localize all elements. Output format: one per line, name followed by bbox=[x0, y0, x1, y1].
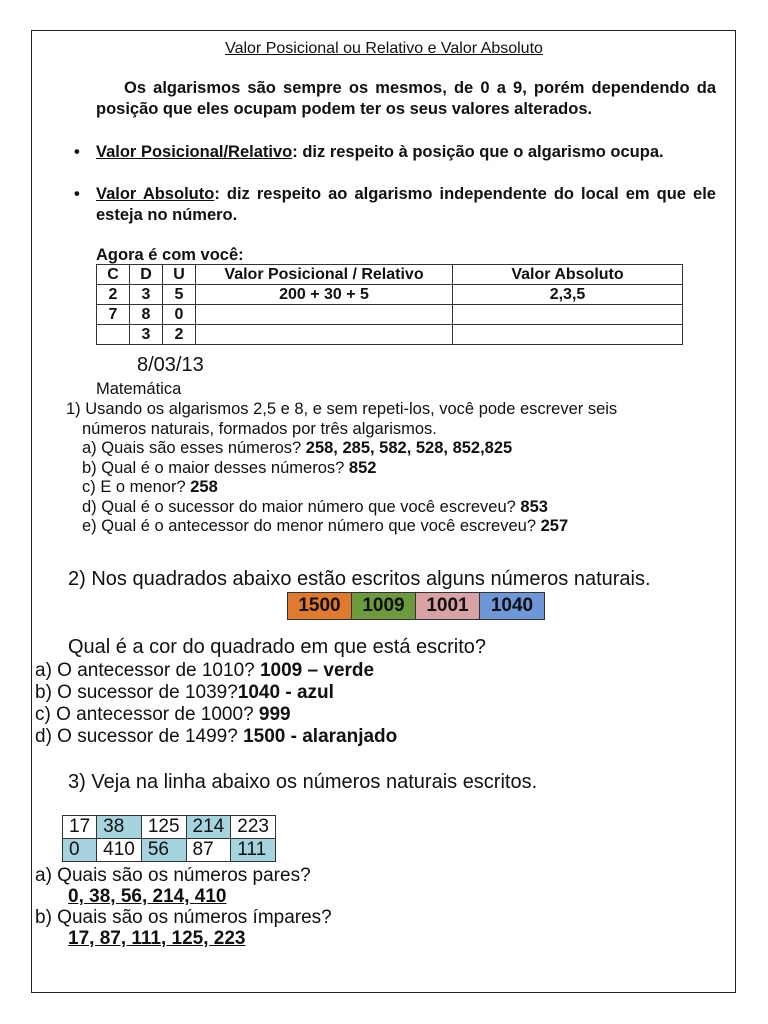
q1-item-d bbox=[66, 498, 617, 518]
bullet-positional bbox=[74, 142, 716, 163]
q1-prompt-line-2: números naturais, formados por três algarismos. bbox=[82, 419, 437, 438]
bullet-term: Valor Absoluto bbox=[96, 185, 215, 203]
q3-items bbox=[35, 865, 332, 949]
q2-items bbox=[35, 660, 397, 748]
grid-cell-highlighted: 0 bbox=[63, 839, 97, 862]
table-row bbox=[97, 325, 683, 345]
table-row bbox=[63, 816, 276, 839]
table-cell bbox=[97, 325, 130, 345]
header-c: C bbox=[97, 265, 130, 285]
grid-cell-highlighted: 38 bbox=[97, 816, 142, 839]
question-text: c) E o menor? bbox=[82, 478, 191, 496]
table-cell: 3 bbox=[130, 325, 163, 345]
date: 8/03/13 bbox=[137, 354, 204, 376]
grid-cell: 17 bbox=[63, 816, 97, 839]
q2-question: Qual é a cor do quadrado em que está escrito? bbox=[68, 636, 487, 658]
bullet-positional-text bbox=[96, 142, 716, 163]
page-title bbox=[0, 40, 768, 58]
title-text: Valor Posicional ou Relativo e Valor Absoluto bbox=[225, 40, 543, 57]
header-absolute: Valor Absoluto bbox=[453, 265, 683, 285]
answer-text: 852 bbox=[348, 458, 377, 477]
question-text: e) Qual é o antecessor do menor número que você escreveu? bbox=[82, 517, 541, 535]
q1-item-e bbox=[66, 517, 617, 537]
grid-cell: 410 bbox=[97, 839, 142, 862]
question-text: b) Qual é o maior desses números? bbox=[82, 458, 349, 477]
answer-text: 1500 - alaranjado bbox=[243, 726, 398, 747]
numbers-grid bbox=[62, 815, 276, 862]
bullet-description: : diz respeito à posição que o algarismo ocupa. bbox=[292, 143, 664, 161]
q3-answer-a: 0, 38, 56, 214, 410 bbox=[68, 886, 227, 907]
table-row bbox=[97, 285, 683, 305]
bullet-dot: • bbox=[74, 143, 80, 161]
grid-cell: 223 bbox=[231, 816, 276, 839]
grid-cell-highlighted: 214 bbox=[186, 816, 231, 839]
table-cell: 2 bbox=[163, 325, 196, 345]
box-blue: 1040 bbox=[480, 593, 544, 619]
table-row bbox=[63, 839, 276, 862]
answer-text: 999 bbox=[258, 704, 291, 725]
cdu-table bbox=[96, 264, 683, 345]
table-cell: 2 bbox=[97, 285, 130, 305]
exercise-heading: Agora é com você: bbox=[96, 246, 244, 264]
q1-item-a bbox=[66, 439, 617, 459]
header-u: U bbox=[163, 265, 196, 285]
table-row bbox=[97, 305, 683, 325]
q3-prompt: 3) Veja na linha abaixo os números naturais escritos. bbox=[68, 771, 538, 793]
q3-item-b: b) Quais são os números ímpares? bbox=[35, 907, 332, 928]
color-boxes bbox=[287, 592, 545, 620]
question-text: a) O antecessor de 1010? bbox=[35, 660, 260, 681]
q2-item-c bbox=[35, 704, 397, 726]
bullet-absolute bbox=[74, 184, 716, 226]
intro-paragraph bbox=[96, 78, 716, 120]
box-orange: 1500 bbox=[288, 593, 352, 619]
answer-text: 258 bbox=[190, 478, 218, 496]
intro-text: Os algarismos são sempre os mesmos, de 0 a 9, porém dependendo da posição que eles ocupam podem ter os seus valores alterados. bbox=[96, 79, 716, 118]
table-cell: 200 + 30 + 5 bbox=[196, 285, 453, 305]
q1-item-b bbox=[66, 459, 617, 479]
table-cell bbox=[196, 305, 453, 325]
box-pink: 1001 bbox=[416, 593, 480, 619]
question-text: b) O sucessor de 1039? bbox=[35, 682, 238, 703]
answer-text: 1009 – verde bbox=[259, 660, 375, 681]
header-positional: Valor Posicional / Relativo bbox=[196, 265, 453, 285]
question-1 bbox=[66, 400, 617, 537]
q3-item-a: a) Quais são os números pares? bbox=[35, 865, 311, 886]
question-text: a) Quais são esses números? bbox=[82, 439, 306, 457]
box-green: 1009 bbox=[352, 593, 416, 619]
q1-item-c bbox=[66, 478, 617, 498]
question-text: d) Qual é o sucessor do maior número que você escreveu? bbox=[82, 497, 521, 516]
bullet-absolute-text bbox=[96, 184, 716, 226]
table-cell: 0 bbox=[163, 305, 196, 325]
q2-item-a bbox=[35, 660, 397, 682]
table-cell bbox=[196, 325, 453, 345]
table-cell: 2,3,5 bbox=[453, 285, 683, 305]
answer-text: 1040 - azul bbox=[237, 682, 334, 703]
table-cell: 5 bbox=[163, 285, 196, 305]
table-cell bbox=[453, 325, 683, 345]
q2-item-d bbox=[35, 726, 397, 748]
q1-prompt-line-1: 1) Usando os algarismos 2,5 e 8, e sem repeti-los, você pode escrever seis bbox=[66, 400, 618, 418]
q3-answer-b: 17, 87, 111, 125, 223 bbox=[68, 928, 246, 949]
grid-cell-highlighted: 56 bbox=[141, 839, 186, 862]
bullet-dot: • bbox=[74, 185, 80, 203]
table-cell bbox=[453, 305, 683, 325]
answer-text: 853 bbox=[520, 497, 548, 516]
q2-prompt: 2) Nos quadrados abaixo estão escritos alguns números naturais. bbox=[68, 568, 651, 590]
header-d: D bbox=[130, 265, 163, 285]
q2-item-b bbox=[35, 682, 397, 704]
answer-text: 257 bbox=[540, 517, 569, 535]
answer-text: 258, 285, 582, 528, 852,825 bbox=[305, 439, 513, 457]
grid-cell: 87 bbox=[186, 839, 231, 862]
table-header-row bbox=[97, 265, 683, 285]
table-cell: 3 bbox=[130, 285, 163, 305]
bullet-description: : diz respeito ao algarismo independente do local em que ele esteja no número. bbox=[96, 185, 716, 224]
table-cell: 7 bbox=[97, 305, 130, 325]
grid-cell: 125 bbox=[141, 816, 186, 839]
question-text: d) O sucessor de 1499? bbox=[35, 726, 244, 747]
subject-label: Matemática bbox=[96, 380, 182, 398]
grid-cell-highlighted: 111 bbox=[231, 839, 276, 862]
bullet-term: Valor Posicional/Relativo bbox=[96, 143, 293, 161]
table-cell: 8 bbox=[130, 305, 163, 325]
question-text: c) O antecessor de 1000? bbox=[35, 704, 259, 725]
